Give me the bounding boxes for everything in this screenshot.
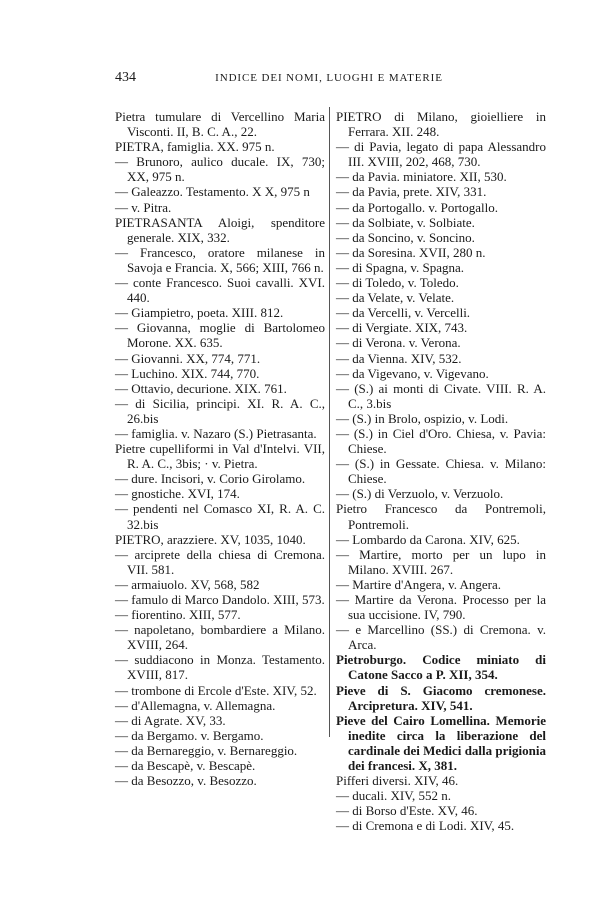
index-entry: — da Pavia. miniatore. XII, 530. — [336, 169, 507, 185]
index-entry: — trombone di Ercole d'Este. XIV, 52. — [115, 682, 317, 698]
index-entry: — da Soresina. XVII, 280 n. — [336, 244, 486, 260]
index-entry: — Martire da Verona. Processo per la sua uccisione. IV, 790. — [336, 592, 546, 623]
index-entry: — Francesco, oratore milanese in Savoja e Francia. X, 566; XIII, 766 n. — [115, 244, 325, 275]
index-entry: — di Verona. v. Verona. — [336, 335, 461, 351]
index-entry: — Brunoro, aulico ducale. IX, 730; XX, 975 n. — [115, 154, 325, 185]
index-entry: Pietre cupelliformi in Val d'Intelvi. VII, R. A. C., 3bis; · v. Pietra. — [115, 441, 325, 472]
index-entry: — di Vergiate. XIX, 743. — [336, 320, 468, 336]
index-entry: — di Sicilia, principi. XI. R. A. C., 26.bis — [115, 395, 325, 426]
index-entry: — d'Allemagna, v. Allemagna. — [115, 697, 276, 713]
index-entry: — da Solbiate, v. Solbiate. — [336, 214, 475, 230]
index-entry: — ducali. XIV, 552 n. — [336, 788, 451, 804]
index-entry: — da Vienna. XIV, 532. — [336, 350, 462, 366]
index-entry: — (S.) in Gessate. Chiesa. v. Milano: Chiese. — [336, 456, 546, 487]
index-entry: PIETRO, arazziere. XV, 1035, 1040. — [115, 531, 306, 547]
index-entry: — di Cremona e di Lodi. XIV, 45. — [336, 818, 515, 834]
index-entry: — (S.) in Ciel d'Oro. Chiesa, v. Pavia: Chiese. — [336, 425, 546, 457]
index-entry: Pietra tumulare di Vercellino Maria Visconti. II, B. C. A., 22. — [115, 109, 325, 140]
index-entry: — da Pavia, prete. XIV, 331. — [336, 184, 487, 200]
column-divider — [329, 107, 330, 737]
index-entry: Pietro Francesco da Pontremoli, Pontremoli. — [336, 501, 546, 532]
index-entry: Pieve del Cairo Lomellina. Memorie inedite circa la liberazione del cardinale dei Medici dalla prigionia dei francesi. X, 381. — [336, 712, 546, 774]
index-entry: — da Soncino, v. Soncino. — [336, 229, 475, 245]
index-entry: — (S.) ai monti di Civate. VIII. R. A. C., 3.bis — [336, 380, 546, 411]
index-entry: — da Vigevano, v. Vigevano. — [336, 365, 489, 381]
index-entry: — pendenti nel Comasco XI, R. A. C. 32.bis — [115, 501, 325, 532]
index-entry: — dure. Incisori, v. Corio Girolamo. — [115, 471, 306, 487]
index-entry: — di Spagna, v. Spagna. — [336, 259, 465, 275]
page-header — [115, 70, 543, 88]
left-index-column — [115, 109, 325, 788]
index-entry: — da Portogallo. v. Portogallo. — [336, 199, 499, 215]
index-entry: — famulo di Marco Dandolo. XIII, 573. — [115, 592, 325, 607]
index-entry: Pietroburgo. Codice miniato di Catone Sacco a P. XII, 354. — [336, 652, 546, 683]
running-title: INDICE DEI NOMI, LUOGHI E MATERIE — [215, 72, 443, 84]
index-entry: — da Bescapè, v. Bescapè. — [115, 758, 256, 774]
index-entry: — Luchino. XIX. 744, 770. — [115, 365, 260, 381]
index-entry: — v. Pitra. — [115, 199, 172, 215]
index-entry: — Giampietro, poeta. XIII. 812. — [115, 305, 284, 321]
index-entry: — da Velate, v. Velate. — [336, 290, 455, 306]
index-entry: — Martire, morto per un lupo in Milano. XVIII. 267. — [336, 546, 546, 577]
index-entry: — (S.) di Verzuolo, v. Verzuolo. — [336, 486, 504, 502]
index-entry: — arciprete della chiesa di Cremona. VII. 581. — [115, 546, 325, 577]
index-entry: — gnostiche. XVI, 174. — [115, 486, 240, 502]
index-entry: — Ottavio, decurione. XIX. 761. — [115, 380, 287, 396]
index-entry: — da Vercelli, v. Vercelli. — [336, 305, 471, 321]
index-entry: — da Bergamo. v. Bergamo. — [115, 727, 264, 743]
index-entry: — Martire d'Angera, v. Angera. — [336, 576, 502, 592]
index-entry: — Lombardo da Carona. XIV, 625. — [336, 531, 520, 547]
index-entry: Pifferi diversi. XIV, 46. — [336, 773, 459, 789]
index-entry: — suddiacono in Monza. Testamento. XVIII, 817. — [115, 652, 325, 683]
index-entry: — Galeazzo. Testamento. X X, 975 n — [115, 184, 310, 200]
index-entry: — napoletano, bombardiere a Milano. XVIII, 264. — [115, 622, 325, 653]
index-entry: — da Besozzo, v. Besozzo. — [115, 773, 257, 789]
index-entry: PIETRO di Milano, gioielliere in Ferrara. XII. 248. — [336, 109, 546, 140]
index-entry: — Giovanna, moglie di Bartolomeo Morone. XX. 635. — [115, 320, 325, 351]
index-entry: — fiorentino. XIII, 577. — [115, 607, 241, 623]
index-entry: — armaiuolo. XV, 568, 582 — [115, 576, 260, 592]
index-entry: — (S.) in Brolo, ospizio, v. Lodi. — [336, 410, 509, 426]
index-entry: — Giovanni. XX, 774, 771. — [115, 350, 261, 366]
index-entry: — di Toledo, v. Toledo. — [336, 275, 459, 291]
page-number: 434 — [115, 70, 136, 85]
index-entry: PIETRA, famiglia. XX. 975 n. — [115, 139, 275, 155]
index-entry: PIETRASANTA Aloigi, spenditore generale. XIX, 332. — [115, 214, 325, 245]
index-entry: — di Pavia, legato di papa Alessandro III. XVIII, 202, 468, 730. — [336, 139, 546, 170]
index-entry: — di Borso d'Este. XV, 46. — [336, 803, 478, 819]
index-entry: — da Bernareggio, v. Bernareggio. — [115, 742, 298, 758]
index-entry: — e Marcellino (SS.) di Cremona. v. Arca. — [336, 622, 546, 653]
index-entry: — conte Francesco. Suoi cavalli. XVI. 440. — [115, 275, 325, 306]
index-entry: — di Agrate. XV, 33. — [115, 712, 226, 728]
index-entry: — famiglia. v. Nazaro (S.) Pietrasanta. — [115, 425, 317, 441]
index-entry: Pieve di S. Giacomo cremonese. Arcipretura. XIV, 541. — [336, 682, 546, 713]
right-index-column — [336, 109, 546, 834]
